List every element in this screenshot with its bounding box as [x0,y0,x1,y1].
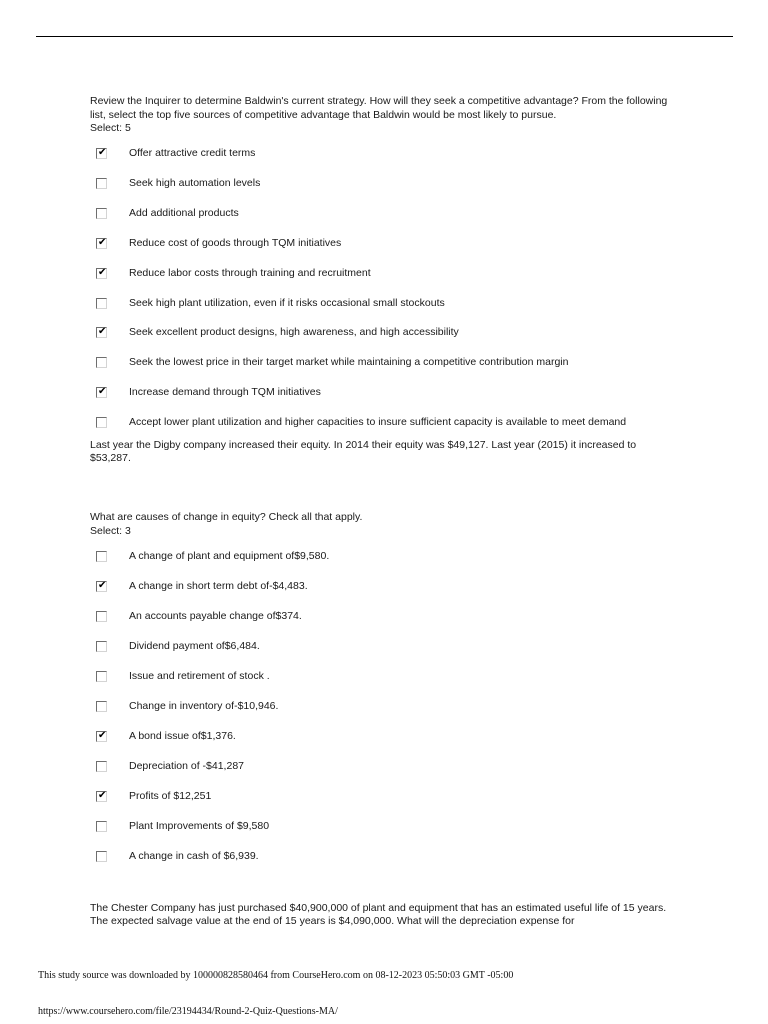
checkmark-icon: ✔ [98,326,107,338]
checkbox[interactable] [96,148,107,159]
question-1-select-count: Select: 5 [90,122,131,134]
option-label: Seek the lowest price in their target market while maintaining a competitive contribution margin [129,356,569,369]
question-2-text: What are causes of change in equity? Check all that apply. [90,511,363,523]
checkbox[interactable] [96,357,107,368]
checkbox[interactable] [96,268,107,279]
download-note: This study source was downloaded by 100000828580464 from CourseHero.com on 08-12-2023 05:50:03 GMT -05:00 [38,970,514,981]
checkbox[interactable] [96,851,107,862]
checkbox[interactable] [96,821,107,832]
checkbox[interactable] [96,761,107,772]
option-label: Offer attractive credit terms [129,147,256,159]
question-2 [90,511,670,538]
option-label: A change in short term debt of-$4,483. [129,580,308,592]
source-url[interactable]: https://www.coursehero.com/file/23194434/Round-2-Quiz-Questions-MA/ [38,1006,338,1017]
checkbox[interactable] [96,178,107,189]
checkmark-icon: ✔ [98,730,107,741]
checkbox[interactable] [96,417,107,428]
option-label: Reduce cost of goods through TQM initiatives [129,236,342,249]
option-label: Plant Improvements of $9,580 [129,820,270,832]
option-label: Reduce labor costs through training and recruitment [129,266,371,279]
checkbox[interactable] [96,641,107,652]
option-label: Seek excellent product designs, high awareness, and high accessibility [129,326,459,339]
question-2-select-count: Select: 3 [90,524,131,537]
checkbox[interactable] [96,791,107,802]
option-label: Issue and retirement of stock . [129,670,270,682]
option-label: A change of plant and equipment of$9,580. [129,550,330,562]
checkmark-icon: ✔ [98,266,107,278]
checkmark-icon: ✔ [98,580,107,591]
checkbox[interactable] [96,298,107,309]
checkbox[interactable] [96,671,107,682]
option-label: Seek high automation levels [129,176,261,189]
option-label: Profits of $12,251 [129,790,212,802]
checkbox[interactable] [96,581,107,592]
option-label: A change in cash of $6,939. [129,850,259,862]
checkbox[interactable] [96,327,107,338]
checkbox[interactable] [96,238,107,249]
option-label: Change in inventory of-$10,946. [129,700,279,712]
checkbox[interactable] [96,611,107,622]
option-label: Seek high plant utilization, even if it risks occasional small stockouts [129,296,445,309]
option-label: Dividend payment of$6,484. [129,640,260,652]
chester-question-paragraph: The Chester Company has just purchased $40,900,000 of plant and equipment that has an estimated useful life of 15 years. The expected salvage value at the end of 15 years is $4,090,000. What will the depreciation expense for [90,902,667,927]
checkmark-icon: ✔ [98,386,107,398]
checkbox[interactable] [96,208,107,219]
checkmark-icon: ✔ [98,236,107,248]
option-label: A bond issue of$1,376. [129,730,236,742]
checkbox[interactable] [96,387,107,398]
option-label: An accounts payable change of$374. [129,610,302,622]
checkbox[interactable] [96,551,107,562]
option-label: Add additional products [129,206,239,219]
option-label: Depreciation of -$41,287 [129,760,244,772]
option-label: Increase demand through TQM initiatives [129,386,321,399]
checkbox[interactable] [96,701,107,712]
equity-intro-paragraph: Last year the Digby company increased their equity. In 2014 their equity was $49,127. Last year (2015) it increased to $53,287. [90,439,637,464]
question-1 [90,95,670,136]
checkbox[interactable] [96,731,107,742]
checkmark-icon: ✔ [98,147,107,158]
question-1-text: Review the Inquirer to determine Baldwin's current strategy. How will they seek a competitive advantage? From the following list, select the top five sources of competitive advantage that Baldwin would be most likely to pursue. [90,95,668,121]
top-divider [36,36,733,37]
checkmark-icon: ✔ [98,790,107,801]
option-label: Accept lower plant utilization and higher capacities to insure sufficient capacity is available to meet demand [129,416,627,429]
